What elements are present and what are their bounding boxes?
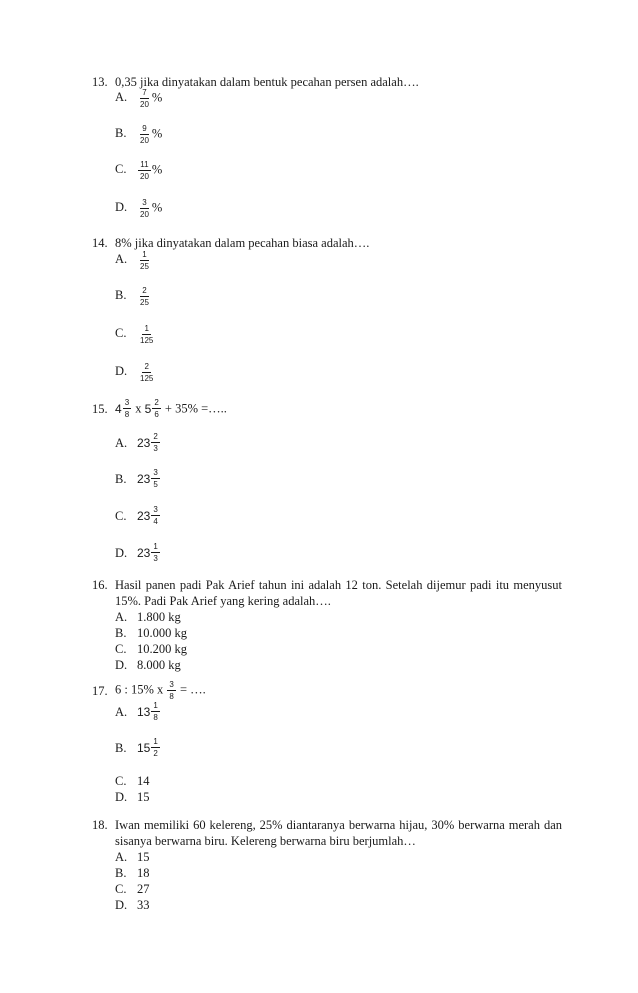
option-c[interactable]: C. $\frac{1}{125}$ [115, 324, 154, 345]
question-text: 8% jika dinyatakan dalam pecahan biasa adalah…. [115, 236, 370, 250]
option-d[interactable]: D. 8.000 kg [115, 658, 181, 672]
fraction: $\frac{1}{25}$ [140, 250, 149, 271]
question-number: 17. [92, 684, 108, 698]
question-number: 14. [92, 236, 108, 250]
option-a[interactable]: A. 13 $\frac{1}{8}$ [115, 701, 158, 722]
question-text: Hasil panen padi Pak Arief tahun ini adalah 12 ton. Setelah dijemur padi itu menyusut 15%. Padi Pak Arief yang kering adalah…. [115, 578, 562, 608]
fraction: $\frac{11}{20}$ [140, 160, 149, 181]
option-d[interactable]: D. $\frac{2}{125}$ [115, 362, 154, 383]
fraction: $\frac{9}{20}$ [140, 124, 149, 145]
question-16 [92, 577, 562, 673]
option-b[interactable]: B. 15 $\frac{1}{2}$ [115, 737, 158, 758]
option-c[interactable]: C. 23 $\frac{3}{4}$ [115, 505, 158, 526]
question-text: 0,35 jika dinyatakan dalam bentuk pecahan persen adalah…. [115, 75, 419, 89]
option-a[interactable]: A. 15 [115, 850, 150, 864]
question-number: 13. [92, 75, 108, 89]
question-number: 15. [92, 402, 108, 416]
option-a[interactable]: A. 1.800 kg [115, 610, 181, 624]
option-d[interactable]: D. 23 $\frac{1}{3}$ [115, 542, 158, 563]
option-b[interactable]: B. $\frac{2}{25}$ [115, 286, 149, 307]
option-c[interactable]: C. $\frac{11}{20}$ % [115, 160, 163, 181]
option-a[interactable]: A. $\frac{7}{20}$ % [115, 88, 163, 109]
option-d[interactable]: D. 33 [115, 898, 150, 912]
option-b[interactable]: B. 10.000 kg [115, 626, 187, 640]
question-15 [92, 398, 562, 418]
option-b[interactable]: B. 23 $\frac{3}{5}$ [115, 468, 158, 489]
fraction: $\frac{3}{20}$ [140, 198, 149, 219]
question-17 [92, 680, 562, 700]
option-d[interactable]: D. $\frac{3}{20}$ % [115, 198, 163, 219]
question-18 [92, 817, 562, 913]
question-number: 18. [92, 818, 108, 832]
question-text: 4 $\frac{3}{8}$ x 5 $\frac{2}{6}$ + 35% =….. [115, 398, 227, 419]
option-a[interactable]: A. $\frac{1}{25}$ [115, 250, 149, 271]
option-a[interactable]: A. 23 $\frac{2}{3}$ [115, 432, 158, 453]
option-c[interactable]: C. 10.200 kg [115, 642, 187, 656]
option-b[interactable]: B. $\frac{9}{20}$ % [115, 124, 163, 145]
option-c[interactable]: C. 14 [115, 774, 150, 788]
option-c[interactable]: C. 27 [115, 882, 150, 896]
fraction: $\frac{1}{125}$ [140, 324, 154, 345]
fraction: $\frac{2}{25}$ [140, 286, 149, 307]
question-number: 16. [92, 578, 108, 592]
question-text: 6 : 15% x $\frac{3}{8}$ = …. [115, 680, 206, 701]
option-b[interactable]: B. 18 [115, 866, 150, 880]
question-text: Iwan memiliki 60 kelereng, 25% diantaranya berwarna hijau, 30% berwarna merah dan sisanya berwarna biru. Kelereng berwarna biru berjumlah… [115, 818, 562, 848]
fraction: $\frac{2}{125}$ [140, 362, 154, 383]
fraction: $\frac{7}{20}$ [140, 88, 149, 109]
option-d[interactable]: D. 15 [115, 790, 150, 804]
